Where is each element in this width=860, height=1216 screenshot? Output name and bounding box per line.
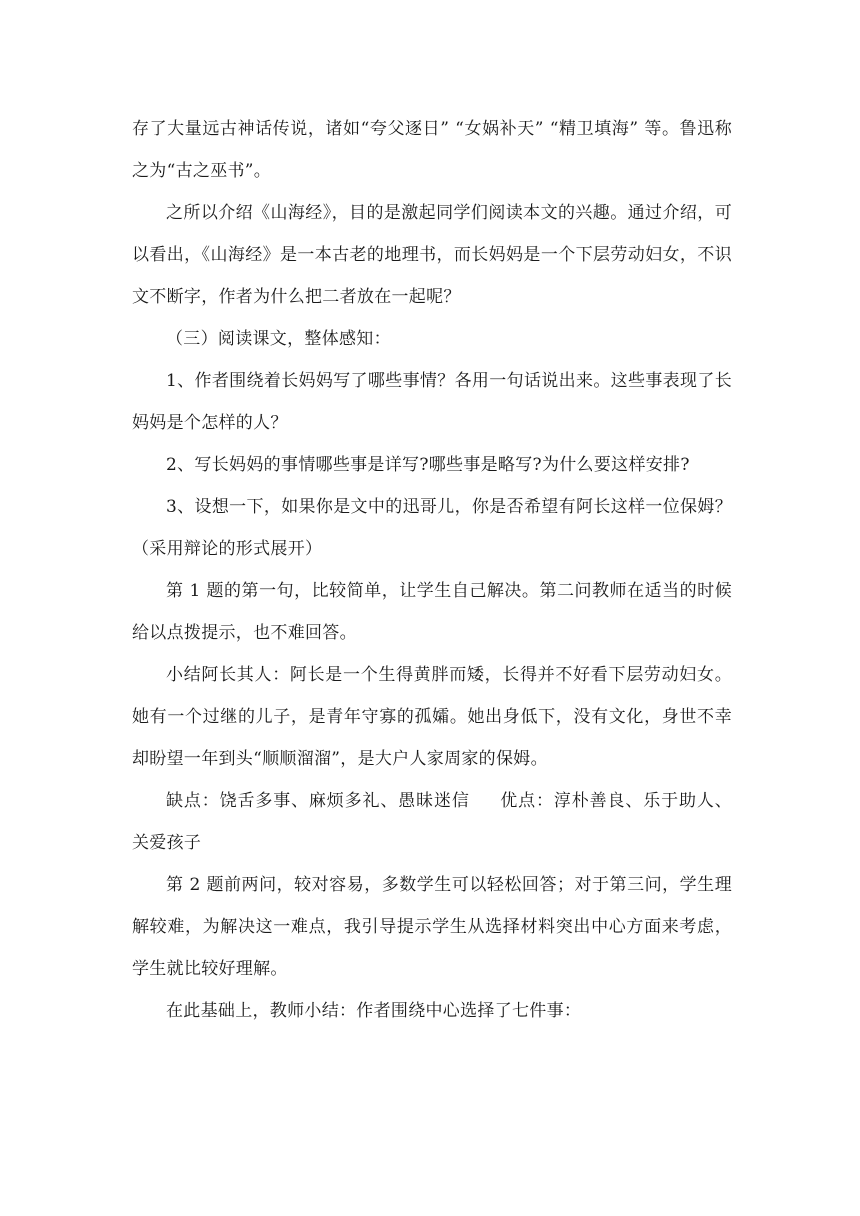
section-heading-reading: （三）阅读课文，整体感知：	[166, 329, 391, 349]
paragraph-shanhaijing-intro: 之所以介绍《山海经》，目的是激起同学们阅读本文的兴趣。通过介绍，可以看出，《山海经》是一本古老的地理书，而长妈妈是一个下层劳动妇女，不识文不断字，作者为什么把二者放在一起呢？	[132, 203, 732, 307]
question-3: 3、设想一下，如果你是文中的迅哥儿，你是否希望有阿长这样一位保姆？（采用辩论的形式展开）	[132, 497, 732, 559]
answer-question-1: 第 1 题的第一句，比较简单，让学生自己解决。第二问教师在适当的时候给以点拨提示，也不难回答。	[132, 581, 732, 643]
question-2: 2、写长妈妈的事情哪些事是详写?哪些事是略写?为什么要这样安排?	[166, 455, 690, 475]
shortcomings-text: 缺点：饶舌多事、麻烦多礼、愚昧迷信	[166, 791, 470, 811]
strengths-text: 优点：淳朴善良、乐于助人、关爱孩子	[132, 791, 732, 853]
paragraph-myth-list: 存了大量远古神话传说，诸如“夸父逐日” “女娲补天” “精卫填海” 等。鲁迅称之为“古之巫书”。	[132, 119, 732, 181]
teacher-summary: 在此基础上，教师小结：作者围绕中心选择了七件事：	[166, 1001, 582, 1021]
summary-a-chang: 小结阿长其人：阿长是一个生得黄胖而矮，长得并不好看下层劳动妇女。她有一个过继的儿子，是青年守寡的孤孀。她出身低下，没有文化，身世不幸却盼望一年到头“顺顺溜溜”，是大户人家周家的保姆。	[132, 665, 732, 769]
traits-paragraph	[132, 780, 732, 864]
question-1: 1、作者围绕着长妈妈写了哪些事情？各用一句话说出来。这些事表现了长妈妈是个怎样的人？	[132, 371, 732, 433]
answer-question-2: 第 2 题前两问，较对容易，多数学生可以轻松回答；对于第三问，学生理解较难，为解决这一难点，我引导提示学生从选择材料突出中心方面来考虑，学生就比较好理解。	[132, 875, 732, 979]
document-body	[132, 108, 732, 1032]
